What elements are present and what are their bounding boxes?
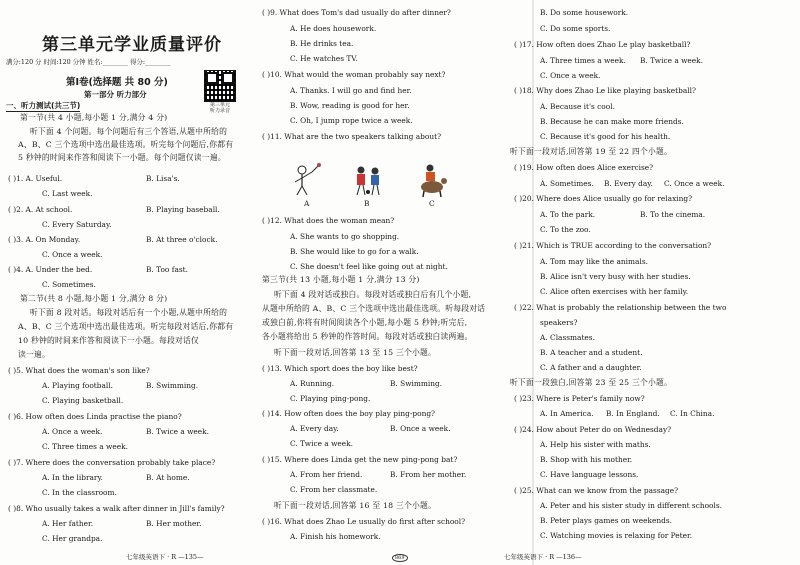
question-15: ( )15. Where does Linda get the new ping-pong bat? [262,455,458,464]
instruction-line: A、B、C 三个选项中选出最佳选项。听完每个问题后,你都有 [18,140,234,149]
option-b: B. Swimming. [390,379,443,388]
picture-b-icon [352,162,384,198]
option-b: B. He drinks tea. [290,39,354,48]
option-b: B. Once a week. [390,424,451,433]
option-a: A. Every day. [290,424,339,433]
question-23: ( )23. Where is Peter's family now? [514,394,645,403]
instruction-line: 听下面 8 段对话。每段对话后有一个小题,从题中所给的 [30,308,228,317]
option-c: C. Playing basketball. [42,396,124,405]
option-a: A. Tom may like the animals. [540,257,648,266]
page-badge: 869 [392,554,408,562]
option-c: C. Because it's good for his health. [540,132,671,141]
picture-label-c: C [429,199,435,208]
option-c: C. Once a week. [42,250,103,259]
listening-group-heading: 听下面一段独白,回答第 23 至 25 三个小题。 [510,378,672,387]
option-a: A. To the park. [540,210,596,219]
qr-code-icon[interactable] [204,70,236,102]
option-a: A. Peter and his sister study in different schools. [540,501,723,510]
question-2: ( )2. A. At school. [8,205,73,214]
option-b: B. Lisa's. [146,174,180,183]
page-number-right: 七年级英语下 · R —136— [504,553,582,561]
option-b: B. Do some housework. [540,8,629,17]
question-4: ( )4. A. Under the bed. [8,265,93,274]
option-a: A. Because it's cool. [540,102,615,111]
question-9: ( )9. What does Tom's dad usually do after dinner? [262,8,451,17]
sub-title: 第一部分 听力部分 [84,90,147,99]
option-c: C. Every Saturday. [42,220,112,229]
question-1: ( )1. A. Useful. [8,174,63,183]
option-c: C. Twice a week. [290,439,353,448]
section-heading: 第一节(共 4 小题,每小题 1 分,满分 4 分) [20,113,168,122]
option-c: C. Oh, I jump rope twice a week. [290,116,413,125]
question-24: ( )24. How about Peter do on Wednesday? [514,425,672,434]
option-c: C. Alice often exercises with her family. [540,287,689,296]
option-b: B. Wow, reading is good for her. [290,101,410,110]
instruction-line: 听下面 4 个问题。每个问题后有三个答语,从题中所给的 [30,127,228,136]
option-b: B. From her mother. [390,470,467,479]
instruction-line: 从题中所给的 A、B、C 三个选项中选出最佳选项。听每段对话 [262,304,486,313]
option-a: A. Thanks. I will go and find her. [290,86,412,95]
option-a: A. She wants to go shopping. [290,232,400,241]
option-b: B. Alice isn't very busy with her studies. [540,272,691,281]
instruction-line: 听下面 4 段对话或独白。每段对话或独白后有几个小题, [274,290,472,299]
question-22: ( )22. What is probably the relationship between the two [514,303,727,312]
listening-group-heading: 听下面一段对话,回答第 19 至 22 四个小题。 [510,147,672,156]
option-b: B. She would like to go for a walk. [290,247,419,256]
question-17: ( )17. How often does Zhao Le play basketball? [514,40,691,49]
option-a: A. He does housework. [290,24,377,33]
option-b: B. Playing baseball. [146,205,220,214]
option-b: B. Peter plays games on weekends. [540,516,672,525]
question-19: ( )19. How often does Alice exercise? [514,163,654,172]
option-c: C. Her grandpa. [42,534,103,543]
question-18: ( )18. Why does Zhao Le like playing basketball? [514,86,696,95]
option-c: C. She doesn't feel like going out at night. [290,262,448,271]
option-a: A. Playing football. [42,381,113,390]
page-title: 第三单元学业质量评价 [42,35,222,55]
question-22-cont: speakers? [540,318,578,327]
option-a: A. Three times a week. [540,56,626,65]
listening-group-heading: 听下面一段对话,回答第 16 至 18 三个小题。 [274,501,436,510]
option-b: B. At home. [146,473,190,482]
option-a: A. In the library. [42,473,103,482]
question-10: ( )10. What would the woman probably say next? [262,70,446,79]
instruction-line: 读一遍。 [18,350,50,359]
option-b: B. Too fast. [146,265,188,274]
option-c: C. In China. [670,409,715,418]
option-c: C. Last week. [42,189,93,198]
question-3: ( )3. A. On Monday. [8,235,81,244]
option-b: B. To the cinema. [640,210,706,219]
option-c: C. To the zoo. [540,225,591,234]
page-number-left: 七年级英语下 · R —135— [126,553,204,561]
question-11: ( )11. What are the two speakers talking about? [262,132,442,141]
option-c: C. Do some sports. [540,24,611,33]
page-right [504,0,800,565]
section-heading: 第三节(共 13 小题,每小题 1 分,满分 13 分) [262,275,420,284]
option-c: C. He watches TV. [290,54,358,63]
question-6: ( )6. How often does Linda practise the piano? [8,412,182,421]
part-heading: 一、听力测试(共三节) [6,101,81,110]
section-title: 第Ⅰ卷(选择题 共 80 分) [66,77,168,88]
qr-caption: 第三单元 听力录音 [209,102,230,114]
option-b: B. Twice a week. [640,56,704,65]
option-c: C. Once a week. [664,179,725,188]
question-16: ( )16. What does Zhao Le usually do first after school? [262,517,466,526]
picture-label-a: A [304,199,310,208]
picture-label-b: B [364,199,370,208]
question-21: ( )21. Which is TRUE according to the conversation? [514,241,712,250]
option-a: A. Her father. [42,519,94,528]
instruction-line: A、B、C 三个选项中选出最佳选项。听完每段对话后,你都有 [18,322,234,331]
option-a: A. From her friend. [290,470,363,479]
instruction-line: 5 秒钟的时间来作答和阅读下一小题。每个问题仅读一遍。 [18,153,226,162]
option-b: B. At three o'clock. [146,235,218,244]
option-a: A. In America. [540,409,594,418]
option-c: C. Three times a week. [42,442,128,451]
option-c: C. Watching movies is relaxing for Peter. [540,531,693,540]
picture-a-icon [292,162,324,198]
option-c: C. In the classroom. [42,488,117,497]
question-20: ( )20. Where does Alice usually go for relaxing? [514,194,693,203]
option-a: A. Classmates. [540,333,595,342]
option-c: C. A father and a daughter. [540,363,642,372]
option-b: B. Shop with his mother. [540,455,633,464]
option-b: B. Twice a week. [146,427,210,436]
option-b: B. A teacher and a student. [540,348,643,357]
question-13: ( )13. Which sport does the boy like best? [262,364,418,373]
picture-c-icon [416,162,448,198]
option-b: B. In England. [606,409,660,418]
option-c: C. Sometimes. [42,280,96,289]
instruction-line: 或独白前,你将有时间阅读各个小题,每小题 5 秒钟;听完后, [262,318,468,327]
instruction-line: 各小题将给出 5 秒钟的作答时间。每段对话或独白读两遍。 [262,332,473,341]
exam-meta: 满分:120 分 时间:120 分钟 姓名:________ 得分:________ [6,58,171,66]
question-8: ( )8. Who usually takes a walk after dinner in Jill's family? [8,504,225,513]
option-a: A. Running. [290,379,335,388]
option-c: C. From her classmate. [290,485,378,494]
option-a: A. Sometimes. [540,179,594,188]
question-12: ( )12. What does the woman mean? [262,216,395,225]
option-b: B. Because he can make more friends. [540,117,684,126]
question-14: ( )14. How often does the boy play ping-pong? [262,409,436,418]
option-a: A. Help his sister with maths. [540,440,651,449]
option-b: B. Every day. [604,179,653,188]
section-heading: 第二节(共 8 小题,每小题 1 分,满分 8 分) [20,294,168,303]
option-b: B. Swimming. [146,381,199,390]
page-left [0,0,266,565]
question-7: ( )7. Where does the conversation probably take place? [8,458,216,467]
option-a: A. Once a week. [42,427,103,436]
option-b: B. Her mother. [146,519,202,528]
option-c: C. Once a week. [540,71,601,80]
option-c: C. Have language lessons. [540,470,639,479]
option-a: A. Finish his homework. [290,532,381,541]
listening-group-heading: 听下面一段对话,回答第 13 至 15 三个小题。 [274,348,436,357]
instruction-line: 10 秒钟的时间来作答和阅读下一小题。每段对话仅 [18,336,199,345]
option-c: C. Playing ping-pong. [290,394,371,403]
question-25: ( )25. What can we know from the passage? [514,486,679,495]
page-middle [262,0,534,565]
question-5: ( )5. What does the woman's son like? [8,366,150,375]
